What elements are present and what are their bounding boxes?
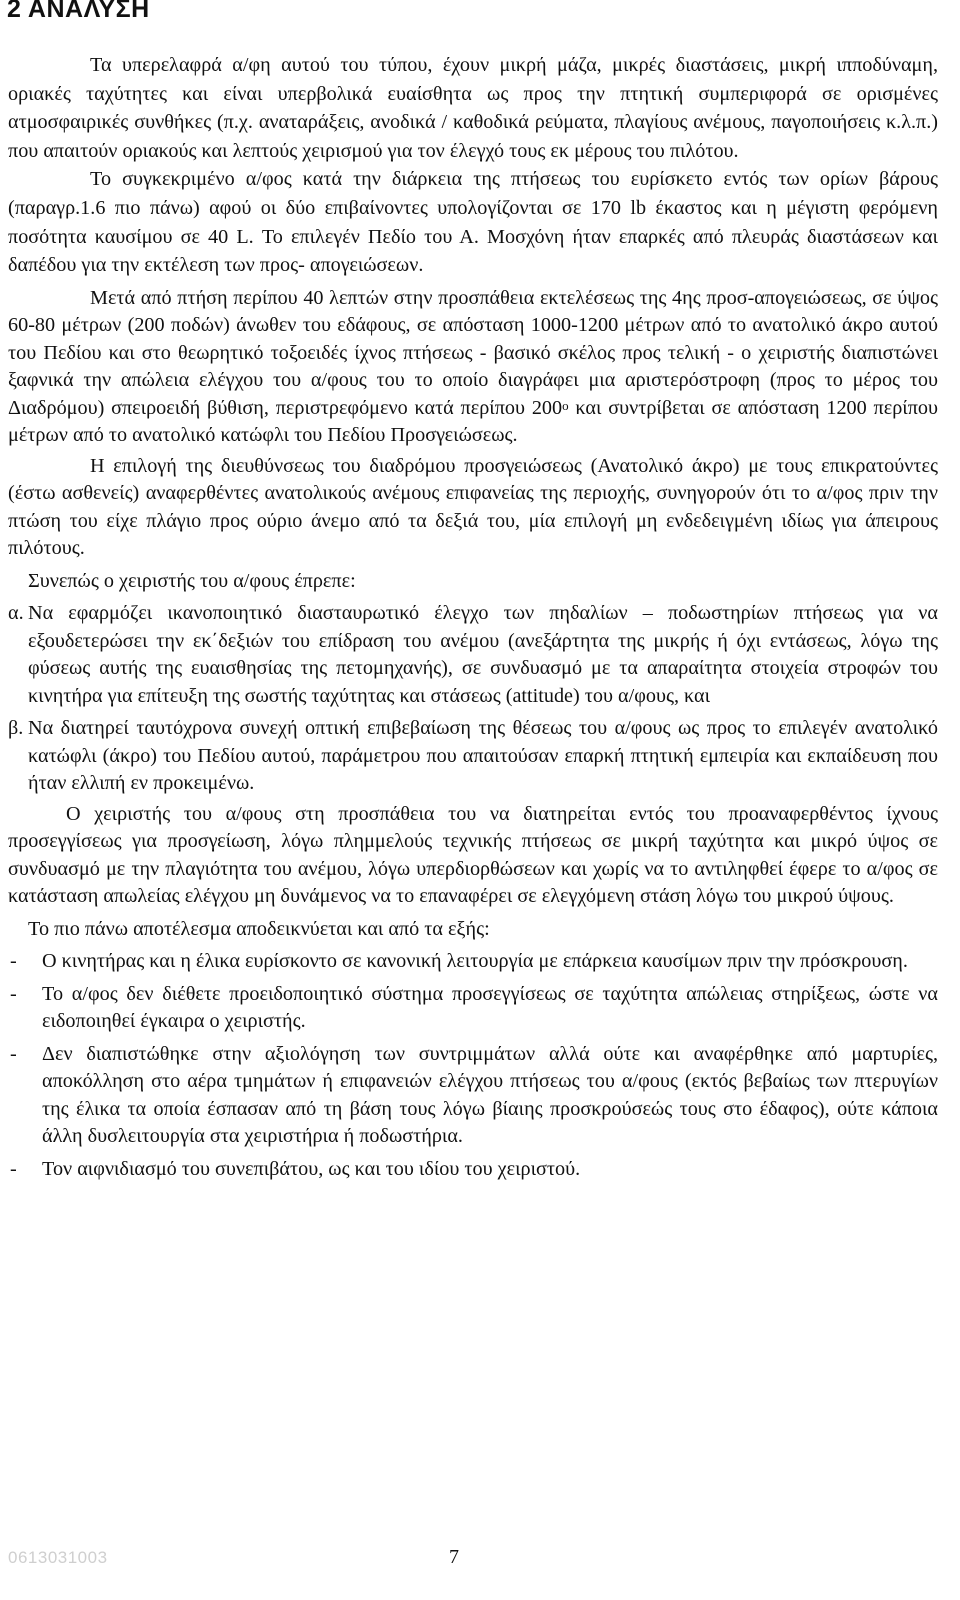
list-item xyxy=(8,600,938,710)
list-item-label: - xyxy=(10,950,17,973)
degree-superscript: ο xyxy=(562,397,569,413)
list-item-label: - xyxy=(10,1157,17,1180)
footer-page-number: 7 xyxy=(449,1546,459,1568)
list-item xyxy=(8,981,938,1036)
list-item-text: Να διατηρεί ταυτόχρονα συνεχή οπτική επιβεβαίωση της θέσεως του α/φους ως προς το επιλεγέν ανατολικό κατώφλι (άκρο) του Πεδίου αυτού, παράμετρου που απαιτούσαν επαρκή πτητική εμπειρία και εκπαίδευση που ήταν ελλιπή εν προκειμένω. xyxy=(28,717,938,795)
paragraph-accident-sequence xyxy=(8,285,938,450)
list-item xyxy=(8,1156,938,1184)
list-item-text: Τον αιφνιδιασμό του συνεπιβάτου, ως και του ιδίου του χειριστού. xyxy=(42,1157,581,1180)
list-item-text: Να εφαρμόζει ικανοποιητικό διασταυρωτικό έλεγχο των πηδαλίων – ποδωστηρίων πτήσεως για να εξουδετερώσει την εκ΄δεξιών του επίδραση του ανέμου (ανεξάρτητα της μικρής ή όχι εντάσεως, λόγω της φύσεως αυτής της ευαισθησίας της πετομηχανής), σε συνδυασμό με τα απαραίτητα στοιχεία στροφών του κινητήρα για επίτευξη της σωστής ταχύτητας και στάσεως (attitude) του α/φους, και xyxy=(28,602,938,707)
paragraph-pilot-should: Συνεπώς ο χειριστής του α/φους έπρεπε: xyxy=(28,569,356,592)
document-body xyxy=(8,51,938,1183)
list-item xyxy=(8,715,938,798)
list-item-label: β. xyxy=(8,717,24,740)
list-item xyxy=(8,1041,938,1151)
paragraph-loss-of-control: Ο χειριστής του α/φους στη προσπάθεια του να διατηρείται εντός του προαναφερθέντος ίχνους προσεγγίσεως για προσγείωση, λόγω πλημμελούς τεχνικής πτήσεως σε μικρή ταχύτητα και μικρό ύψος σε συνδυασμό με την πλαγιότητα του ανέμου, λόγω υπερδιορθώσεων και χωρίς να το αντιληφθεί έφερε το α/φος σε κατάσταση απωλείας ελέγχου μη δυνάμενος να το επαναφέρει σε ελεγχόμενη στάση λόγω του μικρού ύψους. xyxy=(8,802,938,908)
footer-document-id: 0613031003 xyxy=(8,1548,108,1567)
accident-text-end: και συντρίβεται σε απόσταση 1200 περίπου μέτρων από το ανατολικό κατώφλι του Πεδίου Προσγειώσεως. xyxy=(8,396,938,447)
accident-text-start: Μετά από πτήση περίπου 40 λεπτών στην προσπάθεια εκτελέσεως της 4ης προσ-απογειώσεως, σε ύψος 60-80 μέτρων (200 ποδών) άνωθεν του εδάφους, σε απόσταση 1000-1200 μέτρων από το ανατολικό άκρο αυτού του Πεδίου και στο θεωρητικό τοξοειδές ίχνος πτήσεως - βασικό σκέλος προς τελική - ο χειριστής διαπιστώνει ξαφνικά την απώλεια ελέγχου του α/φους του το οποίο διαγράφει μια αριστερόστροφη (προς το μέρος του Διαδρόμου) σπειροειδή βύθιση, περιστρεφόμενο κατά περίπου 200 xyxy=(8,286,938,419)
list-item xyxy=(8,948,938,976)
section-heading: 2 ΑΝΑΛΥΣΗ xyxy=(7,0,150,23)
list-item-label: - xyxy=(10,982,17,1005)
paragraph-runway-choice: Η επιλογή της διευθύνσεως του διαδρόμου προσγειώσεως (Ανατολικό άκρο) με τους επικρατούντες (έστω ασθενείς) αναφερθέντες ανατολικούς ανέμους επιφανείας της περιοχής, συνηγορούν ότι το α/φος πριν την πτώση του είχε πλάγιο προς ούριο άνεμο από τα δεξιά του, μία επιλογή μη ενδεδειγμένη ιδίως για άπειρους πιλότους. xyxy=(8,454,938,560)
paragraph-evidence-intro: Το πιο πάνω αποτέλεσμα αποδεικνύεται και από τα εξής: xyxy=(28,917,490,940)
list-item-label: α. xyxy=(8,602,24,625)
list-item-label: - xyxy=(10,1042,17,1065)
list-item-text: Ο κινητήρας και η έλικα ευρίσκοντο σε κανονική λειτουργία με επάρκεια καυσίμων πριν την πρόσκρουση. xyxy=(42,950,908,973)
list-item-text: Δεν διαπιστώθηκε στην αξιολόγηση των συντριμμάτων αλλά ούτε και αναφέρθηκε από μαρτυρίες, αποκόλληση στο αέρα τμημάτων ή επιφανειών ελέγχου πτήσεως του α/φους (εκτός βεβαίως των πτερυγίων της έλικα τα οποία έσπασαν από τη βάση τους λόγω βίαιης προσκρούσεώς τους στο έδαφος), ούτε κάποια άλλη δυσλειτουργία στα χειριστήρια ή ποδωστήρια. xyxy=(42,1042,938,1148)
paragraph-weight-limits: Το συγκεκριμένο α/φος κατά την διάρκεια της πτήσεως του ευρίσκετο εντός των ορίων βάρους (παραγρ.1.6 πιο πάνω) αφού οι δύο επιβαίνοντες υπολογίζονται σε 170 lb έκαστος και η μέγιστη φερόμενη ποσότητα καυσίμου σε 40 L. Το επιλεγέν Πεδίο του Α. Μοσχόνη ήταν επαρκές από πλευράς διαστάσεων και δαπέδου για την εκτέλεση των προς- απογειώσεων. xyxy=(8,168,938,277)
list-item-text: Το α/φος δεν διέθετε προειδοποιητικό σύστημα προσεγγίσεως σε ταχύτητα απώλειας στηρίξεως, ώστε να ειδοποιηθεί έγκαιρα ο χειριστής. xyxy=(42,982,938,1033)
paragraph-intro: Τα υπερελαφρά α/φη αυτού του τύπου, έχουν μικρή μάζα, μικρές διαστάσεις, μικρή ιπποδύναμη, οριακές ταχύτητες και είναι υπερβολικά ευαίσθητα ως προς την πτητική συμπεριφορά σε ορισμένες ατμοσφαιρικές συνθήκες (π.χ. αναταράξεις, ανοδικά / καθοδικά ρεύματα, πλαγίους ανέμους, παγοποιήσεις κ.λ.π.) που απαιτούν οριακούς και λεπτούς χειρισμού για τον έλεγχό τους εκ μέρους του πιλότου. xyxy=(8,54,938,162)
